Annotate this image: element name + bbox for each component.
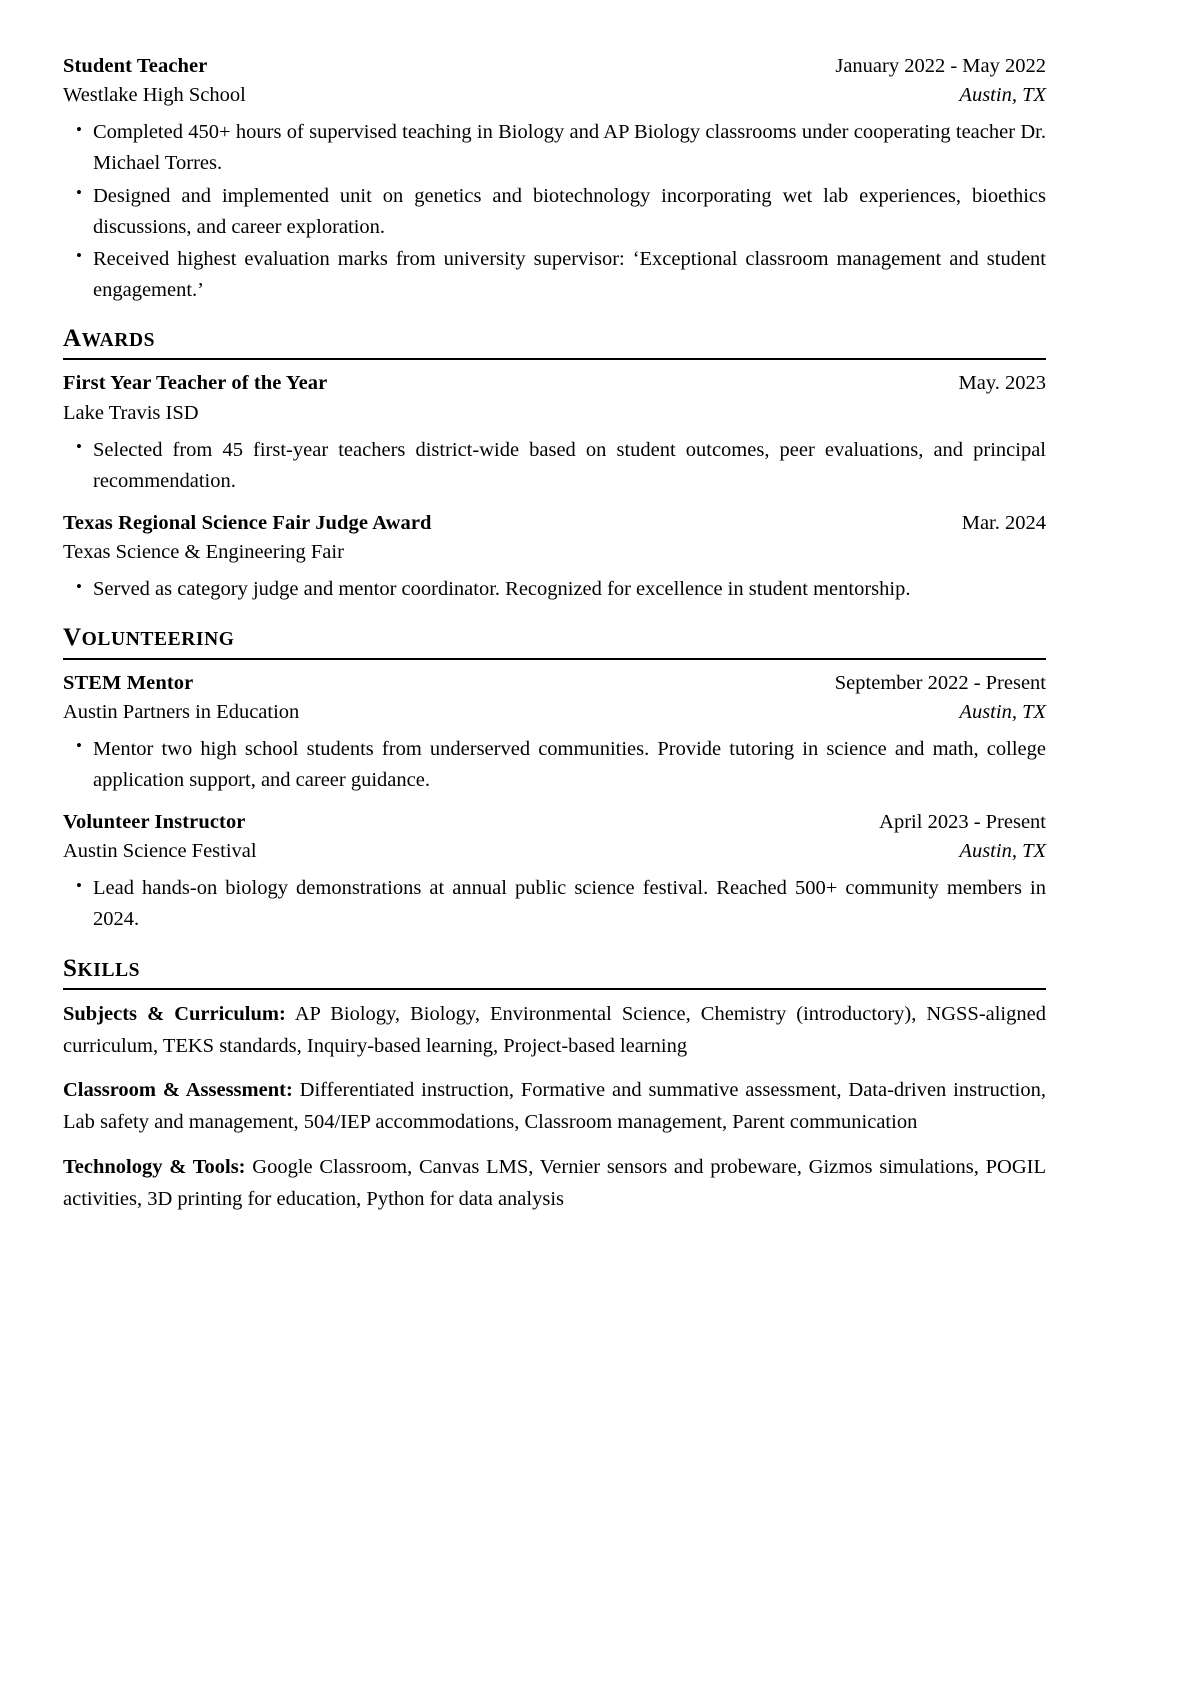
skill-group-value: Google Classroom, Canvas LMS, Vernier sensors and probeware, Gizmos simulations, POGIL activities, 3D printing for education, Python for data analysis (63, 1155, 1046, 1210)
entry-location: Austin, TX (959, 700, 1046, 723)
section-heading-awards (63, 323, 1046, 354)
entry-title-row (63, 808, 1046, 837)
entry-org-row (63, 399, 1046, 428)
skill-group-technology-tools (63, 1152, 1046, 1216)
entry-bullet-list (63, 435, 1046, 497)
list-item: • Mentor two high school students from underserved communities. Provide tutoring in science and math, college application support, and career guidance. (63, 734, 1046, 796)
award-entry-science-fair-judge (63, 509, 1046, 605)
section-heading-initial: S (63, 954, 78, 982)
list-item: • Selected from 45 first-year teachers district-wide based on student outcomes, peer evaluations, and principal recommendation. (63, 435, 1046, 497)
section-awards (63, 323, 1046, 605)
entry-title: Volunteer Instructor (63, 811, 246, 834)
skill-group-label: Technology & Tools: (63, 1155, 246, 1178)
entry-location: Austin, TX (959, 84, 1046, 107)
list-item: • Completed 450+ hours of supervised teaching in Biology and AP Biology classrooms under cooperating teacher Dr. Michael Torres. (63, 117, 1046, 179)
section-heading-remainder: KILLS (77, 959, 141, 981)
entry-organization: Austin Science Festival (63, 840, 257, 863)
entry-title: STEM Mentor (63, 671, 194, 694)
entry-title-row (63, 669, 1046, 698)
entry-location: Austin, TX (959, 840, 1046, 863)
entry-title: First Year Teacher of the Year (63, 372, 328, 395)
list-item: • Lead hands-on biology demonstrations at annual public science festival. Reached 500+ community members in 2024. (63, 873, 1046, 935)
entry-title: Student Teacher (63, 55, 208, 77)
skill-group-classroom-assessment (63, 1075, 1046, 1139)
volunteering-entry-stem-mentor (63, 669, 1046, 797)
entry-date: May. 2023 (958, 372, 1046, 395)
skill-group-value: Differentiated instruction, Formative and summative assessment, Data-driven instruction, Lab safety and management, 504/IEP accommodations, Classroom management, Parent communication (63, 1079, 1046, 1134)
section-volunteering (63, 622, 1046, 935)
section-divider (63, 358, 1046, 360)
entry-date: Mar. 2024 (961, 511, 1046, 534)
entry-organization: Westlake High School (63, 84, 246, 107)
entry-date: September 2022 - Present (834, 671, 1046, 694)
entry-org-row (63, 538, 1046, 567)
section-heading-remainder: OLUNTEERING (81, 629, 235, 651)
skill-group-value: AP Biology, Biology, Environmental Science, Chemistry (introductory), NGSS-aligned curriculum, TEKS standards, Inquiry-based learning, Project-based learning (63, 1002, 1046, 1057)
entry-title: Texas Regional Science Fair Judge Award (63, 511, 432, 534)
section-heading-remainder: WARDS (81, 330, 156, 352)
entry-bullet-list (63, 734, 1046, 796)
skill-group-label: Subjects & Curriculum: (63, 1002, 286, 1025)
list-item: • Served as category judge and mentor coordinator. Recognized for excellence in student mentorship. (63, 574, 1046, 605)
skill-group-subjects-curriculum (63, 999, 1046, 1063)
entry-org-row (63, 698, 1046, 727)
volunteering-entry-volunteer-instructor (63, 808, 1046, 936)
entry-title-row (63, 509, 1046, 538)
entry-organization: Texas Science & Engineering Fair (63, 541, 344, 564)
entry-organization: Austin Partners in Education (63, 700, 300, 723)
entry-org-row (63, 81, 1046, 110)
entry-bullet-list (63, 873, 1046, 935)
resume-content (63, 52, 1046, 1215)
skill-group-label: Classroom & Assessment: (63, 1079, 293, 1102)
award-entry-first-year-teacher (63, 369, 1046, 497)
list-item: • Designed and implemented unit on genetics and biotechnology incorporating wet lab experiences, bioethics discussions, and career exploration. (63, 181, 1046, 243)
section-heading-volunteering (63, 622, 1046, 653)
section-divider (63, 658, 1046, 660)
section-heading-initial: A (63, 325, 82, 353)
experience-entry-student-teacher (63, 52, 1046, 306)
entry-date: January 2022 - May 2022 (835, 55, 1046, 77)
entry-bullet-list (63, 574, 1046, 605)
section-divider (63, 988, 1046, 990)
entry-date: April 2023 - Present (879, 811, 1046, 834)
list-item: • Received highest evaluation marks from university supervisor: ‘Exceptional classroom management and student engagement.’ (63, 244, 1046, 306)
entry-org-row (63, 837, 1046, 866)
section-heading-initial: V (63, 624, 82, 652)
section-skills (63, 953, 1046, 1216)
entry-title-row (63, 52, 1046, 81)
entry-organization: Lake Travis ISD (63, 401, 199, 424)
entry-title-row (63, 369, 1046, 398)
section-heading-skills (63, 953, 1046, 984)
entry-bullet-list (63, 117, 1046, 306)
